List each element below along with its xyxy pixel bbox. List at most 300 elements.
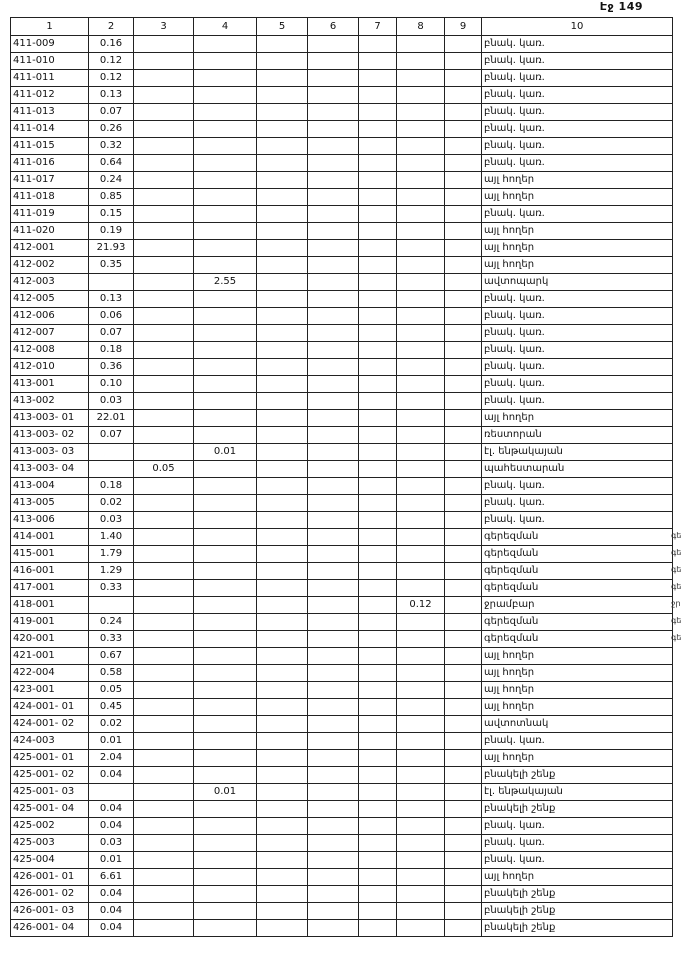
table-row [11, 274, 673, 291]
cell-col-10: բնակելի շենք [482, 903, 673, 920]
table-row [11, 852, 673, 869]
cell-col-4 [194, 869, 257, 886]
cell-col-2: 0.04 [89, 903, 134, 920]
cell-col-9 [445, 291, 482, 308]
cell-col-9 [445, 444, 482, 461]
cell-col-4 [194, 189, 257, 206]
cell-col-2 [89, 784, 134, 801]
cell-col-9 [445, 274, 482, 291]
cell-col-8 [397, 138, 445, 155]
cell-col-9 [445, 903, 482, 920]
cell-col-1: 413-003- 03 [11, 444, 89, 461]
cell-col-9 [445, 580, 482, 597]
cell-col-6 [308, 223, 359, 240]
cell-col-5 [257, 206, 308, 223]
cell-col-4: 0.01 [194, 784, 257, 801]
cell-col-5 [257, 53, 308, 70]
cell-col-6 [308, 920, 359, 937]
table-row [11, 291, 673, 308]
table-row [11, 920, 673, 937]
cell-col-1: 412-005 [11, 291, 89, 308]
cell-col-4 [194, 529, 257, 546]
table-row [11, 155, 673, 172]
cell-col-1: 412-006 [11, 308, 89, 325]
cell-col-4 [194, 631, 257, 648]
cell-col-2: 0.13 [89, 291, 134, 308]
cell-col-5 [257, 342, 308, 359]
cell-col-3 [134, 614, 194, 631]
column-header-1: 1 [11, 18, 89, 36]
cell-col-6 [308, 376, 359, 393]
table-row [11, 104, 673, 121]
cell-col-8 [397, 716, 445, 733]
cell-col-6 [308, 155, 359, 172]
cell-col-1: 426-001- 02 [11, 886, 89, 903]
cell-col-1: 426-001- 03 [11, 903, 89, 920]
cell-col-1: 420-001 [11, 631, 89, 648]
cell-col-8 [397, 427, 445, 444]
cell-col-9 [445, 223, 482, 240]
side-mark: գե [671, 531, 681, 540]
cell-col-10: այլ հողեր [482, 172, 673, 189]
cell-col-2: 0.16 [89, 36, 134, 53]
cell-col-8 [397, 818, 445, 835]
table-body [11, 36, 673, 937]
cell-col-5 [257, 665, 308, 682]
cell-col-4 [194, 257, 257, 274]
cell-col-10: բնակ. կառ. [482, 53, 673, 70]
cell-col-8 [397, 291, 445, 308]
cell-col-5 [257, 920, 308, 937]
cell-col-6 [308, 104, 359, 121]
cell-col-7 [359, 376, 397, 393]
table-row [11, 699, 673, 716]
cell-col-3 [134, 631, 194, 648]
cell-col-9 [445, 614, 482, 631]
cell-col-2: 0.04 [89, 767, 134, 784]
cell-col-10: այլ հողեր [482, 869, 673, 886]
cell-col-10: բնակ. կառ. [482, 818, 673, 835]
cell-col-1: 425-001- 03 [11, 784, 89, 801]
cell-col-3 [134, 427, 194, 444]
cell-col-2: 0.85 [89, 189, 134, 206]
column-header-9: 9 [445, 18, 482, 36]
cell-col-6 [308, 478, 359, 495]
cell-col-6 [308, 36, 359, 53]
cell-col-8: 0.12 [397, 597, 445, 614]
cell-col-5 [257, 325, 308, 342]
cell-col-8 [397, 631, 445, 648]
cell-col-10: գերեզման [482, 529, 673, 546]
cell-col-4 [194, 835, 257, 852]
cell-col-4 [194, 427, 257, 444]
column-header-7: 7 [359, 18, 397, 36]
cell-col-3 [134, 801, 194, 818]
cell-col-2 [89, 444, 134, 461]
cell-col-2: 0.07 [89, 427, 134, 444]
cell-col-2: 0.12 [89, 53, 134, 70]
cell-col-3 [134, 716, 194, 733]
cell-col-2: 0.03 [89, 835, 134, 852]
cell-col-1: 413-005 [11, 495, 89, 512]
cell-col-5 [257, 223, 308, 240]
table-row [11, 716, 673, 733]
cell-col-4 [194, 206, 257, 223]
cell-col-2: 0.03 [89, 393, 134, 410]
cell-col-6 [308, 903, 359, 920]
cell-col-4 [194, 138, 257, 155]
cell-col-10: բնակ. կառ. [482, 852, 673, 869]
cell-col-1: 413-004 [11, 478, 89, 495]
cell-col-10: բնակ. կառ. [482, 342, 673, 359]
cell-col-7 [359, 189, 397, 206]
cell-col-1: 415-001 [11, 546, 89, 563]
cell-col-9 [445, 342, 482, 359]
cell-col-7 [359, 614, 397, 631]
cell-col-2: 6.61 [89, 869, 134, 886]
cell-col-10: բնակ. կառ. [482, 206, 673, 223]
cell-col-7 [359, 886, 397, 903]
cell-col-7 [359, 172, 397, 189]
cell-col-10: բնակ. կառ. [482, 104, 673, 121]
cell-col-6 [308, 444, 359, 461]
cell-col-7 [359, 291, 397, 308]
cell-col-4 [194, 648, 257, 665]
cell-col-8 [397, 223, 445, 240]
cell-col-8 [397, 682, 445, 699]
cell-col-6 [308, 597, 359, 614]
cell-col-1: 413-002 [11, 393, 89, 410]
cell-col-10: պահեստարան [482, 461, 673, 478]
cell-col-4 [194, 546, 257, 563]
page-number-label: Էջ 149 [599, 0, 643, 13]
cell-col-2: 0.10 [89, 376, 134, 393]
cell-col-10: բնակ. կառ. [482, 325, 673, 342]
cell-col-2: 1.40 [89, 529, 134, 546]
cell-col-3 [134, 206, 194, 223]
side-mark: գե [671, 565, 681, 574]
cell-col-6 [308, 886, 359, 903]
cell-col-4 [194, 70, 257, 87]
cell-col-4 [194, 87, 257, 104]
cell-col-4 [194, 104, 257, 121]
cell-col-10: բնակ. կառ. [482, 138, 673, 155]
cell-col-7 [359, 750, 397, 767]
cell-col-1: 417-001 [11, 580, 89, 597]
cell-col-1: 419-001 [11, 614, 89, 631]
table-row [11, 206, 673, 223]
cell-col-8 [397, 308, 445, 325]
cell-col-9 [445, 427, 482, 444]
cell-col-6 [308, 614, 359, 631]
cell-col-4 [194, 495, 257, 512]
cell-col-9 [445, 869, 482, 886]
cell-col-2: 0.13 [89, 87, 134, 104]
cell-col-6 [308, 121, 359, 138]
cell-col-8 [397, 852, 445, 869]
cell-col-8 [397, 767, 445, 784]
cell-col-10: այլ հողեր [482, 257, 673, 274]
side-mark: գե [671, 633, 681, 642]
cell-col-6 [308, 512, 359, 529]
cell-col-8 [397, 733, 445, 750]
cell-col-2: 0.07 [89, 104, 134, 121]
cell-col-8 [397, 495, 445, 512]
cell-col-5 [257, 87, 308, 104]
table-row [11, 223, 673, 240]
cell-col-10: բնակ. կառ. [482, 359, 673, 376]
cell-col-5 [257, 852, 308, 869]
cell-col-7 [359, 597, 397, 614]
header-row [11, 18, 673, 36]
cell-col-8 [397, 563, 445, 580]
cell-col-3 [134, 393, 194, 410]
cell-col-2: 0.67 [89, 648, 134, 665]
cell-col-4 [194, 478, 257, 495]
cell-col-10: այլ հողեր [482, 682, 673, 699]
cell-col-5 [257, 427, 308, 444]
cell-col-6 [308, 784, 359, 801]
cell-col-3 [134, 308, 194, 325]
cell-col-3 [134, 852, 194, 869]
table-row [11, 70, 673, 87]
cell-col-1: 414-001 [11, 529, 89, 546]
cell-col-6 [308, 427, 359, 444]
cell-col-7 [359, 461, 397, 478]
cell-col-4: 2.55 [194, 274, 257, 291]
cell-col-2: 0.04 [89, 801, 134, 818]
cell-col-7 [359, 546, 397, 563]
cell-col-1: 412-002 [11, 257, 89, 274]
table-row [11, 546, 673, 563]
table-row [11, 869, 673, 886]
table-row [11, 614, 673, 631]
cell-col-4 [194, 325, 257, 342]
cell-col-4 [194, 699, 257, 716]
cell-col-9 [445, 648, 482, 665]
cell-col-7 [359, 869, 397, 886]
cell-col-7 [359, 784, 397, 801]
cell-col-3 [134, 886, 194, 903]
cell-col-3 [134, 257, 194, 274]
cell-col-6 [308, 189, 359, 206]
cell-col-5 [257, 155, 308, 172]
cell-col-6 [308, 257, 359, 274]
cell-col-1: 425-002 [11, 818, 89, 835]
cell-col-1: 423-001 [11, 682, 89, 699]
column-header-6: 6 [308, 18, 359, 36]
cell-col-9 [445, 631, 482, 648]
cell-col-4 [194, 291, 257, 308]
cell-col-5 [257, 614, 308, 631]
table-row [11, 903, 673, 920]
cell-col-7 [359, 801, 397, 818]
cell-col-10: գերեզման [482, 631, 673, 648]
cell-col-2: 21.93 [89, 240, 134, 257]
cell-col-8 [397, 461, 445, 478]
cell-col-5 [257, 529, 308, 546]
cell-col-2: 1.79 [89, 546, 134, 563]
cell-col-5 [257, 410, 308, 427]
cell-col-8 [397, 886, 445, 903]
cell-col-5 [257, 240, 308, 257]
cell-col-3 [134, 665, 194, 682]
cell-col-5 [257, 580, 308, 597]
cell-col-4 [194, 53, 257, 70]
cell-col-10: բնակ. կառ. [482, 87, 673, 104]
cell-col-7 [359, 563, 397, 580]
cell-col-9 [445, 121, 482, 138]
cell-col-1: 411-017 [11, 172, 89, 189]
cell-col-3 [134, 563, 194, 580]
cell-col-4 [194, 240, 257, 257]
cell-col-3 [134, 444, 194, 461]
cell-col-4 [194, 716, 257, 733]
cell-col-8 [397, 512, 445, 529]
cell-col-5 [257, 36, 308, 53]
cell-col-6 [308, 461, 359, 478]
cell-col-10: բնակ. կառ. [482, 70, 673, 87]
cell-col-8 [397, 750, 445, 767]
cell-col-9 [445, 801, 482, 818]
cell-col-2: 0.45 [89, 699, 134, 716]
cell-col-7 [359, 393, 397, 410]
cell-col-7 [359, 648, 397, 665]
cell-col-3 [134, 291, 194, 308]
cell-col-9 [445, 852, 482, 869]
cell-col-7 [359, 495, 397, 512]
cell-col-4 [194, 359, 257, 376]
cell-col-6 [308, 206, 359, 223]
cell-col-2: 0.33 [89, 631, 134, 648]
cell-col-2: 0.64 [89, 155, 134, 172]
table-row [11, 121, 673, 138]
cell-col-8 [397, 393, 445, 410]
cell-col-7 [359, 121, 397, 138]
cell-col-1: 425-003 [11, 835, 89, 852]
cell-col-7 [359, 240, 397, 257]
cell-col-3 [134, 903, 194, 920]
cell-col-5 [257, 886, 308, 903]
table-row [11, 818, 673, 835]
cell-col-9 [445, 53, 482, 70]
cell-col-8 [397, 53, 445, 70]
cell-col-10: այլ հողեր [482, 665, 673, 682]
cell-col-3 [134, 580, 194, 597]
cell-col-3 [134, 70, 194, 87]
cell-col-10: այլ հողեր [482, 410, 673, 427]
cell-col-10: այլ հողեր [482, 648, 673, 665]
cell-col-3 [134, 648, 194, 665]
cell-col-2: 0.19 [89, 223, 134, 240]
cell-col-9 [445, 393, 482, 410]
cell-col-7 [359, 308, 397, 325]
cell-col-7 [359, 767, 397, 784]
cell-col-9 [445, 359, 482, 376]
cell-col-7 [359, 36, 397, 53]
cell-col-4 [194, 750, 257, 767]
cell-col-8 [397, 189, 445, 206]
cell-col-8 [397, 325, 445, 342]
cell-col-10: էլ. ենթակայան [482, 444, 673, 461]
cell-col-1: 424-001- 01 [11, 699, 89, 716]
table-row [11, 784, 673, 801]
cell-col-4 [194, 342, 257, 359]
cell-col-6 [308, 410, 359, 427]
land-register-table [10, 17, 673, 937]
cell-col-10: այլ հողեր [482, 189, 673, 206]
cell-col-5 [257, 70, 308, 87]
cell-col-3 [134, 87, 194, 104]
table-row [11, 478, 673, 495]
cell-col-6 [308, 138, 359, 155]
cell-col-5 [257, 291, 308, 308]
table-row [11, 495, 673, 512]
cell-col-1: 411-019 [11, 206, 89, 223]
cell-col-5 [257, 461, 308, 478]
cell-col-4 [194, 36, 257, 53]
cell-col-4 [194, 393, 257, 410]
table-row [11, 563, 673, 580]
cell-col-3 [134, 274, 194, 291]
cell-col-3 [134, 189, 194, 206]
cell-col-1: 411-010 [11, 53, 89, 70]
table-row [11, 393, 673, 410]
cell-col-3 [134, 155, 194, 172]
cell-col-1: 413-003- 04 [11, 461, 89, 478]
cell-col-10: բնակելի շենք [482, 920, 673, 937]
cell-col-7 [359, 325, 397, 342]
cell-col-1: 426-001- 04 [11, 920, 89, 937]
table-row [11, 376, 673, 393]
table-row [11, 308, 673, 325]
cell-col-2 [89, 461, 134, 478]
cell-col-1: 425-001- 04 [11, 801, 89, 818]
table-row [11, 257, 673, 274]
cell-col-6 [308, 733, 359, 750]
cell-col-2: 0.06 [89, 308, 134, 325]
cell-col-8 [397, 801, 445, 818]
cell-col-5 [257, 189, 308, 206]
cell-col-7 [359, 359, 397, 376]
cell-col-4 [194, 733, 257, 750]
cell-col-5 [257, 359, 308, 376]
cell-col-8 [397, 784, 445, 801]
cell-col-2: 2.04 [89, 750, 134, 767]
cell-col-8 [397, 665, 445, 682]
cell-col-2: 0.02 [89, 495, 134, 512]
cell-col-2 [89, 597, 134, 614]
cell-col-4 [194, 614, 257, 631]
cell-col-6 [308, 852, 359, 869]
cell-col-7 [359, 818, 397, 835]
cell-col-9 [445, 699, 482, 716]
cell-col-8 [397, 699, 445, 716]
cell-col-4 [194, 597, 257, 614]
cell-col-3 [134, 359, 194, 376]
table-row [11, 631, 673, 648]
cell-col-5 [257, 784, 308, 801]
cell-col-4 [194, 461, 257, 478]
table-row [11, 580, 673, 597]
column-header-2: 2 [89, 18, 134, 36]
cell-col-10: ավտոպարկ [482, 274, 673, 291]
cell-col-6 [308, 835, 359, 852]
cell-col-1: 424-001- 02 [11, 716, 89, 733]
cell-col-6 [308, 699, 359, 716]
cell-col-2: 0.35 [89, 257, 134, 274]
cell-col-1: 418-001 [11, 597, 89, 614]
